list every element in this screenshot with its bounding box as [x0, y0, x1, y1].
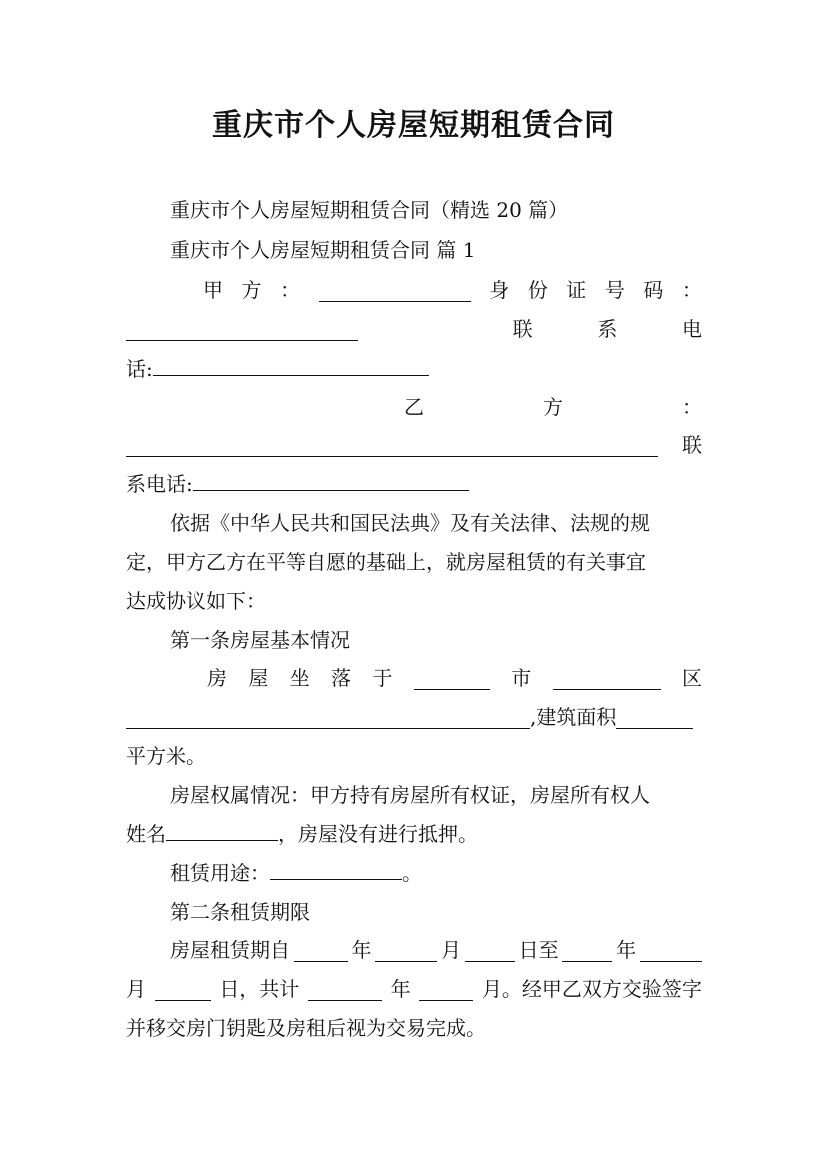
term-text: 月: [441, 938, 462, 962]
city-label: 市: [511, 666, 532, 690]
party-b-name-blank[interactable]: [126, 438, 658, 457]
use-label: 租赁用途：: [170, 861, 270, 885]
term-text: 年: [351, 938, 372, 962]
term-text: 日，共计: [219, 977, 300, 1001]
owner-name-blank[interactable]: [166, 822, 278, 841]
id-label-char: 码: [643, 278, 664, 302]
location-label-char: 屋: [248, 666, 269, 690]
section-heading: 重庆市个人房屋短期租赁合同 篇 1: [170, 238, 476, 262]
mortgage-text: ，房屋没有进行抵押。: [278, 822, 478, 846]
owner-name-label: 姓名: [126, 822, 166, 846]
term-text: 年: [390, 977, 411, 1001]
term-line-2: [126, 977, 702, 1001]
party-a-name-blank[interactable]: [319, 283, 471, 302]
party-a-phone-blank[interactable]: [153, 357, 429, 376]
contact-label-char: 系: [597, 317, 618, 341]
party-b-phone-blank[interactable]: [193, 472, 469, 491]
document-title: 重庆市个人房屋短期租赁合同: [212, 108, 615, 143]
party-b-char: 方: [543, 395, 563, 419]
intro-line: 定，甲方乙方在平等自愿的基础上，就房屋租赁的有关事宜: [126, 550, 646, 574]
location-line: [207, 666, 702, 690]
ownership-line: 房屋权属情况：甲方持有房屋所有权证，房屋所有权人: [170, 783, 650, 807]
location-label-char: 于: [372, 666, 393, 690]
end-year-blank[interactable]: [562, 943, 612, 962]
party-b-phone-line: [126, 472, 702, 496]
party-a-id-blank[interactable]: [126, 322, 358, 341]
party-a-phone-line: [126, 357, 702, 381]
total-month-blank[interactable]: [419, 982, 473, 1001]
use-line: [170, 861, 702, 885]
party-b-line: [404, 395, 702, 419]
end-month-blank[interactable]: [640, 943, 702, 962]
end-day-blank[interactable]: [155, 982, 211, 1001]
location-label-char: 房: [207, 666, 227, 690]
term-line-3: 并移交房门钥匙及房租后视为交易完成。: [126, 1016, 486, 1040]
article-heading: 第一条房屋基本情况: [170, 628, 350, 652]
start-month-blank[interactable]: [375, 943, 437, 962]
party-b-char: ：: [682, 395, 702, 419]
article-heading: 第二条租赁期限: [170, 900, 310, 924]
contact-label-char: 联: [682, 433, 702, 457]
id-label-char: 份: [527, 278, 548, 302]
term-line: [170, 938, 702, 962]
party-b-char: 乙: [404, 395, 424, 419]
party-a-char: ：: [280, 278, 301, 302]
area-unit: 平方米。: [126, 744, 206, 768]
party-a-char: 甲: [203, 278, 223, 302]
area-blank[interactable]: [616, 710, 693, 729]
contact-label-char: 电: [681, 317, 702, 341]
owner-name-line: [126, 822, 702, 846]
id-label-char: 号: [604, 278, 625, 302]
district-blank[interactable]: [553, 671, 661, 690]
phone-label: 话:: [126, 357, 153, 381]
location-label-char: 坐: [289, 666, 310, 690]
subtitle: 重庆市个人房屋短期租赁合同（精选 20 篇）: [170, 198, 569, 222]
term-text: 月。经甲乙双方交验签字: [481, 977, 702, 1001]
term-text: 房屋租赁期自: [170, 938, 290, 962]
start-day-blank[interactable]: [465, 943, 515, 962]
contact-label-char: 联: [512, 317, 533, 341]
term-text: 年: [616, 938, 637, 962]
district-label: 区: [682, 666, 702, 690]
phone-label: 系电话:: [126, 472, 193, 496]
start-year-blank[interactable]: [294, 943, 348, 962]
use-blank[interactable]: [270, 861, 402, 880]
total-year-blank[interactable]: [308, 982, 382, 1001]
term-text: 日至: [518, 938, 559, 962]
id-label-char: 证: [566, 278, 587, 302]
city-blank[interactable]: [414, 671, 490, 690]
id-label-char: 身: [489, 278, 510, 302]
party-a-contact-line: [126, 317, 702, 341]
id-label-char: ：: [681, 278, 702, 302]
intro-line: 依据《中华人民共和国民法典》及有关法律、法规的规: [170, 511, 650, 535]
area-label: ,建筑面积: [530, 705, 617, 729]
location-label-char: 落: [331, 666, 352, 690]
area-line: [126, 705, 702, 729]
party-a-id-line: [203, 278, 702, 302]
use-end: 。: [402, 861, 422, 885]
party-a-char: 方: [241, 278, 262, 302]
address-blank[interactable]: [126, 710, 530, 729]
intro-line: 达成协议如下：: [126, 589, 266, 613]
party-b-name-line: [126, 433, 702, 457]
term-text: 月: [126, 977, 146, 1001]
